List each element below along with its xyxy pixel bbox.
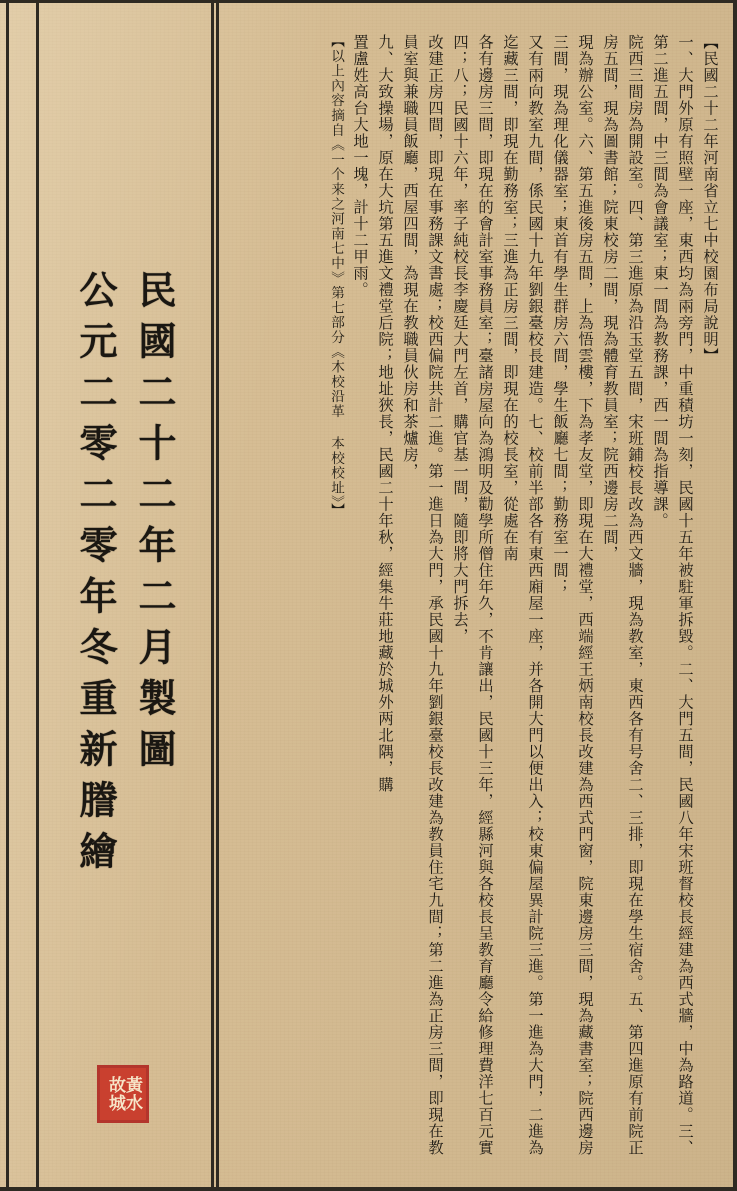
panel-divider-left: [36, 0, 39, 1191]
seal-text: 黃水故城: [105, 1076, 142, 1112]
red-seal-stamp: [97, 1065, 149, 1123]
document-title-line-1: 民國二十二年二月製圖: [132, 270, 177, 780]
title-panel: [40, 0, 210, 1191]
frame-border-right: [733, 0, 737, 1191]
body-column-6: 各有邊房三間，即現在的會計室事務員室；臺諸房屋向為鴻明及勸學所僧住年久，不肯讓出，民國十三年，經縣河與各校長呈教育廳令給修理費洋七百元實四；八；民國十六年，率子純校長李慶廷大門左首，購官基一間，隨即將大門拆去，: [451, 34, 494, 1156]
document-title-line-2: 公元二零二零年冬重新謄繪: [73, 270, 118, 882]
body-column-5: 又有兩向教室九間，係民國十九年劉銀臺校長建造。七、校前半部各有東西廂屋一座，并各開大門以便出入；校東偏屋異計院三進。第一進為大門，二進為迄藏三間，即現在勤務室；三進為正房三間，即現在的校長室，從處在南: [501, 34, 544, 1156]
body-text-columns: [228, 34, 722, 1157]
title-column-group: [40, 270, 210, 1090]
body-source-note: 【以上內容摘自《一个来之河南七中》第七部分《木校沿革 本校校址》】: [328, 34, 344, 518]
body-column-1: 【民國二十二年河南省立七中校園布局說明】: [701, 34, 719, 364]
body-column-4: 現為辦公室。六、第五進後房五間，上為悟雲樓，下為孝友堂，即現在大禮堂，西端經王炳南校長改建為西式門窗，院東邊房三間，現為藏書室；院西邊房三間，現為理化儀器室；東首有學生群房六間，學生飯廳七間；勤務室一間；: [551, 34, 594, 1156]
panel-divider-mid-outer: [211, 0, 214, 1191]
body-column-2: 一、大門外原有照壁一座，東西均為兩旁門，中重積坊一刻，民國十五年被駐軍拆毀。二、大門五間，民國八年宋班督校長經建為西式牆，中為路道。三、第二進五間，中三間為會議室；東一間為教務課，西一間為指導課。: [651, 34, 694, 1156]
body-column-8: 九、大致操場，原在大坑第五進文禮堂后院；地址狹長，民國二十年秋，經集牛莊地藏於城外两北隅，購置盧姓高台大地一塊，計十二甲雨。: [351, 34, 394, 793]
body-column-7: 改建正房四間，即現在事務課文書處；校西偏院共計二進。第一進日為大門，承民國十九年劉銀臺校長改建為教員住宅九間；第二進為正房三間，即現在教員室與兼職員飯廳，西屋四間，為現在教職員伙房和茶爐房，: [401, 34, 444, 1156]
panel-divider-mid-inner: [216, 0, 219, 1191]
body-column-3: 院西三間房為開設室。四、第三進原為沿玉堂五間，宋班鋪校長改為西文牆，現為教室，東西各有号舍二、三排，即現在學生宿舍。五、第四進原有前院正房五間，現為圖書館；院東校房二間，現為體育教員室；院西邊房二間，: [601, 34, 644, 1156]
body-text-panel: [222, 0, 730, 1191]
frame-border-left: [6, 0, 9, 1191]
